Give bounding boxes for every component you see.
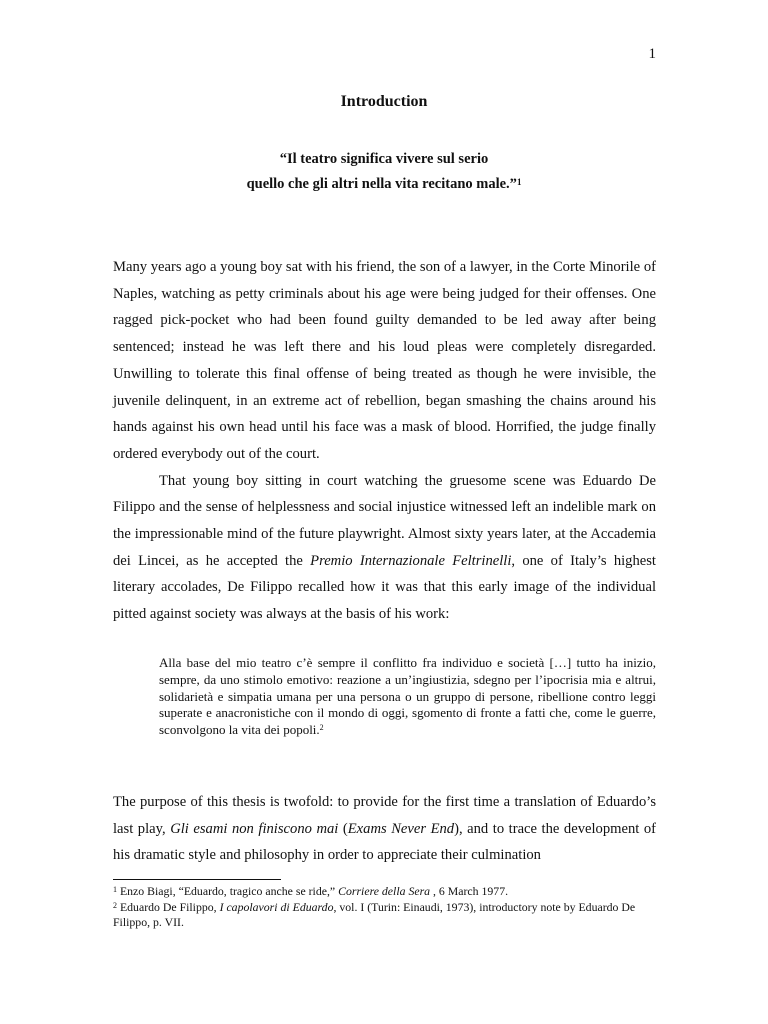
footnote-1-text-a: Enzo Biagi, “Eduardo, tragico anche se ride,” — [117, 884, 339, 898]
block-quote-text: Alla base del mio teatro c’è sempre il conflitto fra individuo e società […] tutto ha inizio, sempre, da uno stimolo emotivo: reazione a un’ingiustizia, sdegno per l’ipocrisia mia e altrui, solidarietà e simpatia umana per una persona o un gruppo di persone, ribellione contro leggi superate e anacronistiche con il mondo di oggi, sgomento di fronte a fatti che, come le guerre, sconvolgono la vita dei popoli. — [159, 655, 656, 738]
footnote-1-source: Corriere della Sera — [338, 884, 431, 898]
epigraph-line-2 — [0, 172, 768, 197]
footnote-1 — [113, 884, 656, 900]
footnote-2-number: 2 — [113, 900, 117, 910]
epigraph-line-1: “Il teatro significa vivere sul serio — [279, 151, 489, 167]
footnote-1-number: 1 — [113, 885, 117, 894]
paragraph-3-text-b: ( — [338, 820, 348, 837]
footnote-2 — [113, 900, 656, 931]
body-text-lower — [113, 789, 656, 869]
body-text-upper — [113, 254, 656, 628]
paragraph-2-text-b: , one of Italy’s highest literary accolades, De Filippo recalled how it was that this early image of the individual pitted against society was always at the basis of his work: — [113, 552, 656, 623]
play-title-english: Exams Never End — [347, 820, 455, 837]
paragraph-2-text-a: That young boy sitting in court watching the gruesome scene was Eduardo De Filippo and the sense of helplessness and social injustice witnessed left an indelible mark on the impressionable mind of the future playwright. Almost sixty years later, at the Accademia dei Lincei, as he accepted the — [113, 472, 656, 569]
paragraph-1: Many years ago a young boy sat with his friend, the son of a lawyer, in the Corte Minorile of Naples, watching as petty criminals about his age were being judged for their offenses. One ragged pick-pocket who had been found guilty demanded to be led away after being sentenced; instead he was left there and his loud pleas were completely disregarded. Unwilling to tolerate this final offense of being treated as though he were invisible, the juvenile delinquent, in an extreme act of rebellion, began smashing the chains around his hands against his own head until his face was a mask of blood. Horrified, the judge finally ordered everybody out of the court. — [113, 259, 656, 462]
footnote-ref-2: 2 — [319, 723, 324, 733]
footnotes — [113, 884, 656, 931]
footnote-2-text-a: Eduardo De Filippo, — [117, 899, 220, 914]
chapter-title: Introduction — [340, 93, 428, 110]
paragraph-3 — [113, 789, 656, 869]
epigraph-line-2-text: quello che gli altri nella vita recitano male.” — [246, 176, 517, 192]
paragraph-3-text-c: ), and to trace the development of his dramatic style and philosophy in order to appreciate their culmination — [113, 820, 657, 864]
footnote-ref-1: 1 — [516, 177, 522, 187]
award-name: Premio Internazionale Feltrinelli — [310, 552, 512, 569]
paragraph-3-text-a: The purpose of this thesis is twofold: to provide for the first time a translation of Eduardo’s last play, — [113, 794, 656, 837]
footnote-2-source: I capolavori di Eduardo — [219, 899, 334, 914]
paragraph-2 — [113, 468, 656, 628]
page-number: 1 — [648, 46, 656, 62]
epigraph — [0, 147, 768, 197]
footnote-divider — [113, 879, 281, 880]
block-quote — [159, 655, 656, 739]
play-title-italian: Gli esami non finiscono mai — [170, 820, 339, 837]
footnote-2-text-b: , vol. I (Turin: Einaudi, 1973), introductory note by Eduardo De Filippo, p. VII. — [113, 899, 636, 929]
footnote-1-text-b: , 6 March 1977. — [430, 884, 509, 898]
